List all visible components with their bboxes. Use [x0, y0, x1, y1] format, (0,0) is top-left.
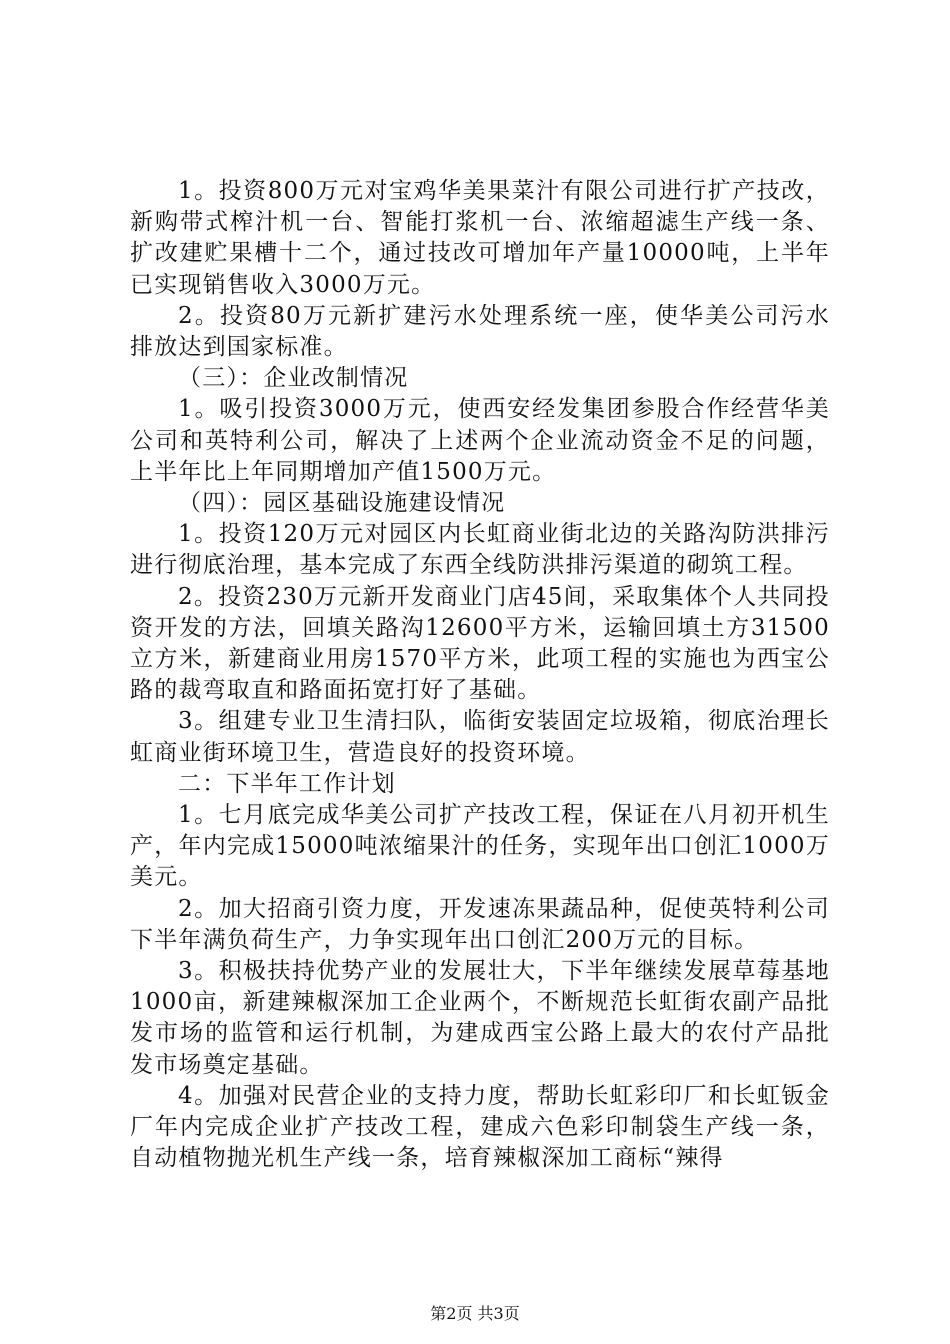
page-footer: [0, 1304, 950, 1324]
paragraph-commercial-stores: 2。投资230万元新开发商业门店45间，采取集体个人共同投资开发的方法，回填关路沟12600平方米，运输回填土方31500立方米，新建商业用房1570平方米，此项工程的实施也为西宝公路的裁弯取直和路面拓宽打好了基础。: [130, 583, 830, 704]
section-heading-plan: 二：下半年工作计划: [178, 770, 396, 797]
document-body: [130, 176, 830, 1175]
paragraph-sanitation: 3。组建专业卫生清扫队，临街安装固定垃圾箱，彻底治理长虹商业街环境卫生，营造良好的投资环境。: [130, 708, 830, 766]
paragraph-plan-private: 4。加强对民营企业的支持力度，帮助长虹彩印厂和长虹钣金厂年内完成企业扩产技改工程，建成六色彩印制袋生产线一条，自动植物抛光机生产线一条，培育辣椒深加工商标“辣得: [130, 1082, 830, 1172]
paragraph-plan-huamei: 1。七月底完成华美公司扩产技改工程，保证在八月初开机生产，年内完成15000吨浓缩果汁的任务，实现年出口创汇1000万美元。: [130, 802, 830, 891]
page-total: 共3页: [477, 1304, 520, 1323]
section-heading-infrastructure: （四）：园区基础设施建设情况: [178, 490, 506, 517]
paragraph-plan-industry: 3。积极扶持优势产业的发展壮大，下半年继续发展草莓基地1000亩，新建辣椒深加工企业两个，不断规范长虹街农副产品批发市场的监管和运行机制，为建成西宝公路上最大的农付产品批发市场奠定基础。: [130, 958, 830, 1078]
paragraph-attract-investment: 1。吸引投资3000万元，使西安经发集团参股合作经营华美公司和英特利公司，解决了上述两个企业流动资金不足的问题，上半年比上年同期增加产值1500万元。: [130, 396, 830, 485]
paragraph-sewage-system: 2。投资80万元新扩建污水处理系统一座，使华美公司污水排放达到国家标准。: [130, 302, 830, 361]
paragraph-flood-control: 1。投资120万元对园区内长虹商业街北边的关路沟防洪排污进行彻底治理，基本完成了东西全线防洪排污渠道的砌筑工程。: [130, 521, 830, 579]
section-heading-reform: （三）：企业改制情况: [178, 365, 409, 392]
paragraph-invest-huamei: 1。投资800万元对宝鸡华美果菜汁有限公司进行扩产技改，新购带式榨汁机一台、智能打浆机一台、浓缩超滤生产线一条、扩改建贮果槽十二个，通过技改可增加年产量10000吨，上半年已实现销售收入3000万元。: [130, 178, 830, 298]
paragraph-plan-investment: 2。加大招商引资力度，开发速冻果蔬品种，促使英特利公司下半年满负荷生产，力争实现年出口创汇200万元的目标。: [130, 895, 830, 953]
page-number: 第2页: [430, 1304, 473, 1323]
